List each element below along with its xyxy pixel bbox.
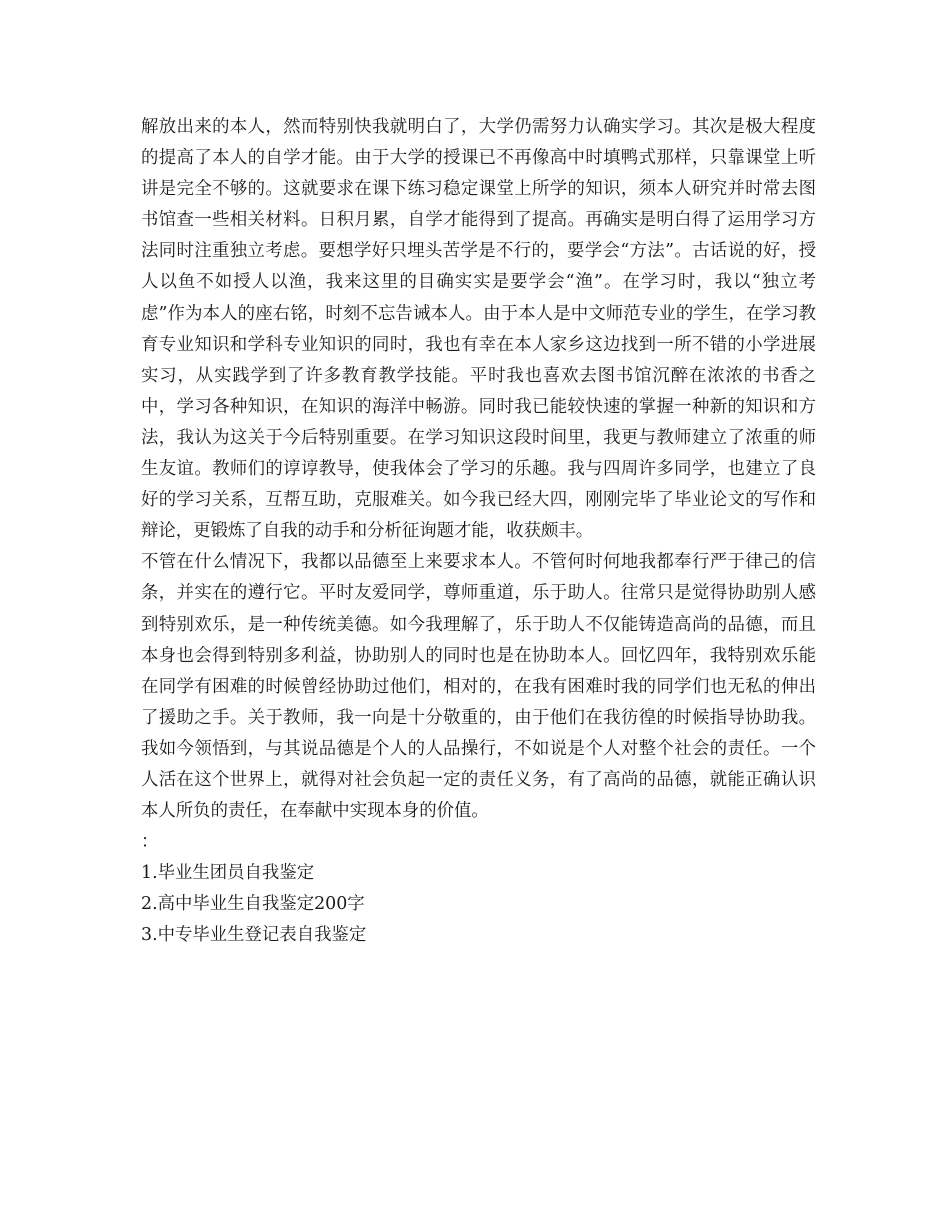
paragraph-study: 解放出来的本人，然而特别快我就明白了，大学仍需努力认确实学习。其次是极大程度的提高了本人的自学才能。由于大学的授课已不再像高中时填鸭式那样，只靠课堂上听讲是完全不够的。这就要求在课下练习稳定课堂上所学的知识，须本人研究并时常去图书馆查一些相关材料。日积月累，自学才能得到了提高。再确实是明白得了运用学习方法同时注重独立考虑。要想学好只埋头苦学是不行的，要学会“方法”。古话说的好，授人以鱼不如授人以渔，我来这里的目确实实是要学会“渔”。在学习时，我以“独立考虑”作为本人的座右铭，时刻不忘告诫本人。由于本人是中文师范专业的学生，在学习教育专业知识和学科专业知识的同时，我也有幸在本人家乡这边找到一所不错的小学进展实习，从实践学到了许多教育教学技能。平时我也喜欢去图书馆沉醉在浓浓的书香之中，学习各种知识，在知识的海洋中畅游。同时我已能较快速的掌握一种新的知识和方法，我认为这关于今后特别重要。在学习知识这段时间里，我更与教师建立了浓重的师生友谊。教师们的谆谆教导，使我体会了学习的乐趣。我与四周许多同学，也建立了良好的学习关系，互帮互助，克服难关。如今我已经大四，刚刚完毕了毕业论文的写作和辩论，更锻炼了自我的动手和分析征询题才能，收获颇丰。 bbox=[141, 117, 816, 542]
list-item[interactable]: 3.中专毕业生登记表自我鉴定 bbox=[141, 925, 367, 946]
list-item[interactable]: 2.高中毕业生自我鉴定200字 bbox=[141, 894, 365, 915]
paragraph-morality: 不管在什么情况下，我都以品德至上来要求本人。不管何时何地我都奉行严于律己的信条，并实在的遵行它。平时友爱同学，尊师重道，乐于助人。往常只是觉得协助别人感到特别欢乐，是一种传统美德。如今我理解了，乐于助人不仅能铸造高尚的品德，而且本身也会得到特别多利益，协助别人的同时也是在协助本人。回忆四年，我特别欢乐能在同学有困难的时候曾经协助过他们，相对的，在我有困难时我的同学们也无私的伸出了援助之手。关于教师，我一向是十分敬重的，由于他们在我彷徨的时候指导协助我。我如今领悟到，与其说品德是个人的人品操行，不如说是个人对整个社会的责任。一个人活在这个世界上，就得对社会负起一定的责任义务，有了高尚的品德，就能正确认识本人所负的责任，在奉献中实现本身的价值。 bbox=[141, 552, 816, 822]
list-item[interactable]: 1.毕业生团员自我鉴定 bbox=[141, 863, 315, 884]
related-links-list bbox=[141, 858, 816, 951]
colon-separator: ： bbox=[141, 832, 159, 853]
document-body bbox=[141, 112, 816, 951]
